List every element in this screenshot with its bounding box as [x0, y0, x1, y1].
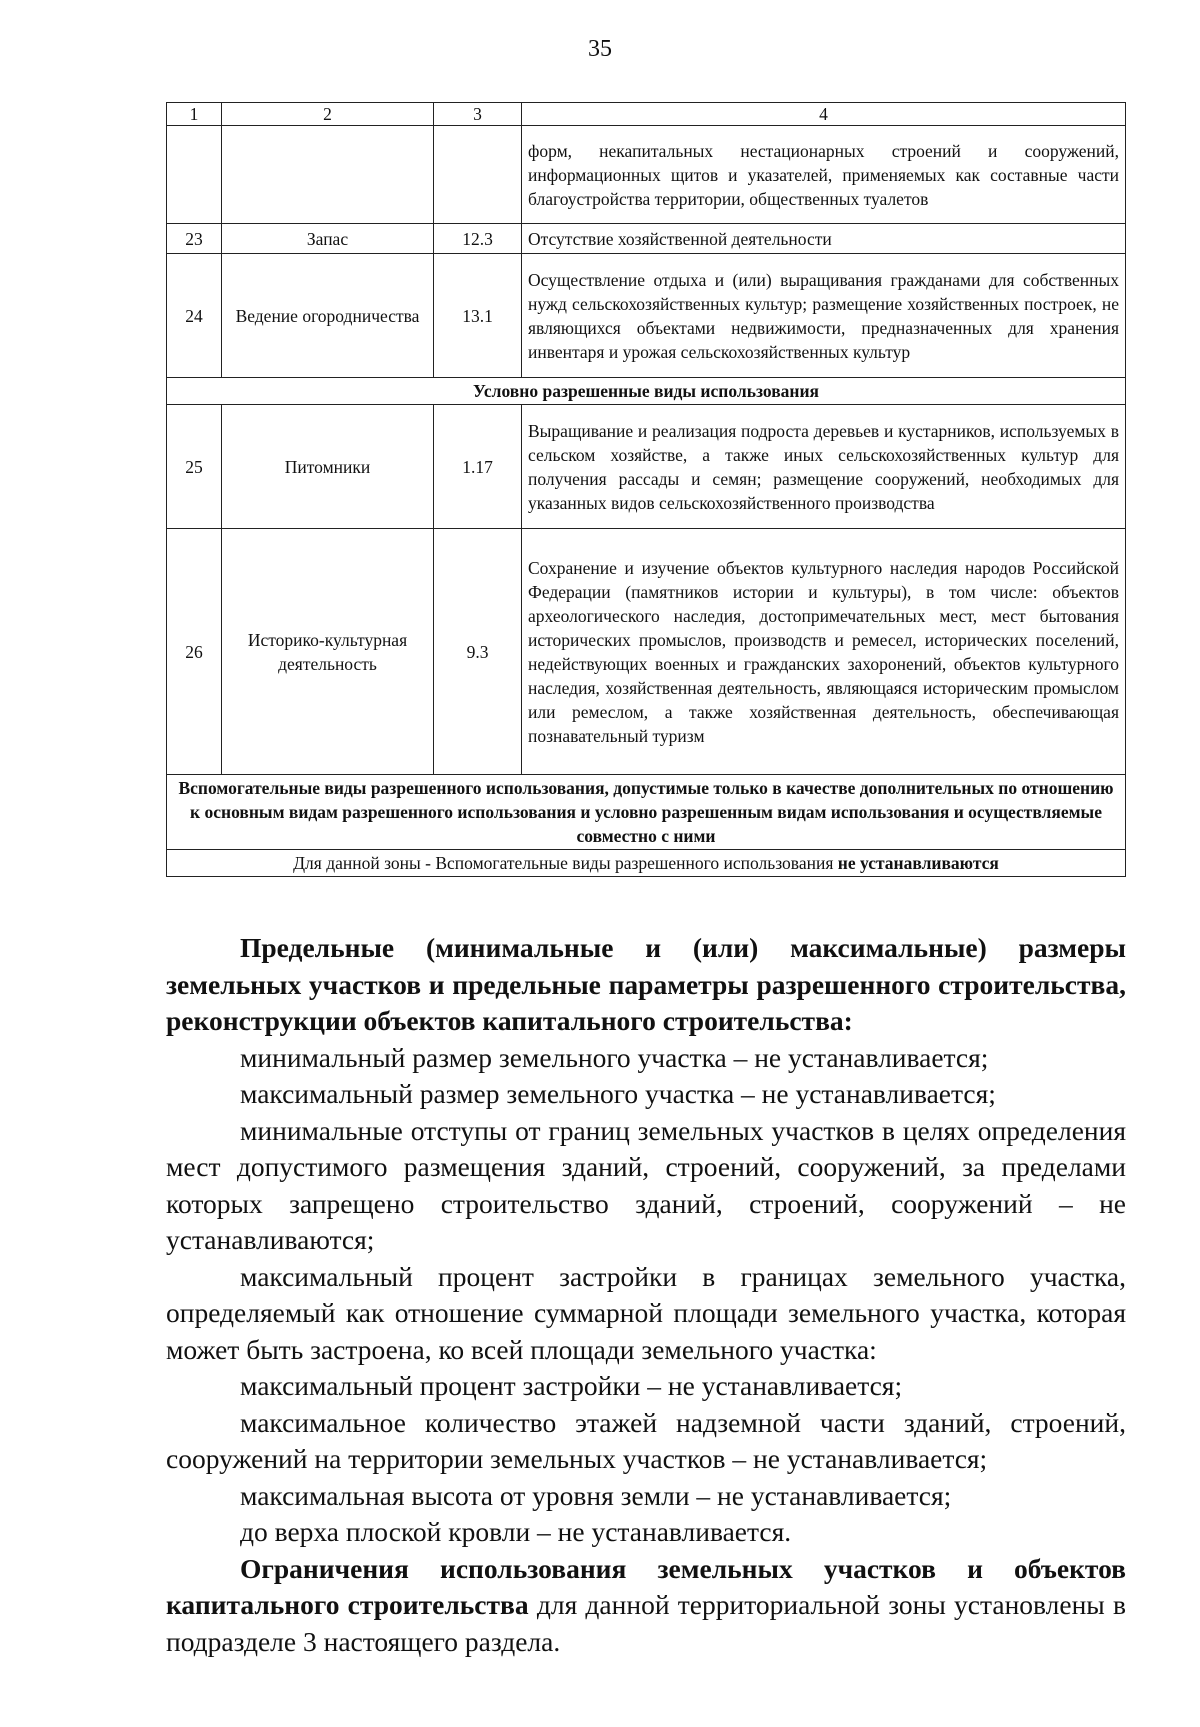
row-description: Сохранение и изучение объектов культурного наследия народов Российской Федерации (памятников истории и культуры), в том числе: объектов археологического наследия, достопримечательных мест, мест бытования исторических промыслов, производств и ремесел, исторических поселений, недействующих военных и гражданских захоронений, объектов культурного наследия, хозяйственная деятельность, являющаяся историческим промыслом или ремеслом, а также хозяйственная деятельность, обеспечивающая познавательный туризм	[522, 529, 1126, 775]
footer-note-bold: не устанавливаются	[837, 853, 999, 873]
row-description: Осуществление отдыха и (или) выращивания гражданами для собственных нужд сельскохозяйственных культур; размещение хозяйственных построек, не являющихся объектами недвижимости, предназначенных для хранения инвентаря и урожая сельскохозяйственных культур	[522, 254, 1126, 378]
row-name	[222, 126, 434, 224]
row-number: 23	[167, 224, 222, 254]
col-header-4: 4	[522, 103, 1126, 126]
section-header-auxiliary: Вспомогательные виды разрешенного использования, допустимые только в качестве дополнительных по отношению к основным видам разрешенного использования и условно разрешенным видам использования и осуществляемые совместно с ними	[167, 775, 1126, 850]
row-code: 13.1	[434, 254, 522, 378]
row-number: 25	[167, 405, 222, 529]
row-code: 12.3	[434, 224, 522, 254]
table-header-row	[167, 103, 1126, 126]
col-header-2: 2	[222, 103, 434, 126]
table-row	[167, 405, 1126, 529]
section-header-row	[167, 775, 1126, 850]
restrictions-bold: Ограничения использования земельных участков и объектов капитального строительства	[166, 1552, 1126, 1620]
restrictions-paragraph	[166, 1551, 1126, 1661]
row-name: Ведение огородничества	[222, 254, 434, 378]
param-min-plot-size: минимальный размер земельного участка – не устанавливается;	[240, 1041, 989, 1073]
footer-note-prefix: Для данной зоны - Вспомогательные виды разрешенного использования	[293, 853, 834, 873]
restrictions-rest: для данной территориальной зоны установлены в подразделе 3 настоящего раздела.	[166, 1589, 1126, 1657]
section-header-row	[167, 378, 1126, 405]
row-number	[167, 126, 222, 224]
table-footer-row	[167, 850, 1126, 877]
col-header-3: 3	[434, 103, 522, 126]
col-header-1: 1	[167, 103, 222, 126]
row-description: форм, некапитальных нестационарных строений и сооружений, информационных щитов и указателей, применяемых как составные части благоустройства территории, общественных туалетов	[522, 126, 1126, 224]
page-number: 35	[588, 36, 612, 62]
table-row	[167, 126, 1126, 224]
param-max-height: максимальная высота от уровня земли – не устанавливается;	[240, 1479, 952, 1511]
param-max-coverage: максимальный процент застройки – не устанавливается;	[240, 1370, 903, 1401]
footer-note	[167, 850, 1126, 877]
table-row	[167, 254, 1126, 378]
section-header-conditional: Условно разрешенные виды использования	[167, 378, 1126, 405]
row-name: Запас	[222, 224, 434, 254]
row-name: Историко-культурная деятельность	[222, 529, 434, 775]
row-description: Отсутствие хозяйственной деятельности	[522, 224, 1126, 254]
table-row	[167, 529, 1126, 775]
row-code	[434, 126, 522, 224]
row-description: Выращивание и реализация подроста деревьев и кустарников, используемых в сельском хозяйстве, а также иных сельскохозяйственных культур для получения рассады и семян; размещение сооружений, необходимых для указанных видов сельскохозяйственного производства	[522, 405, 1126, 529]
param-max-plot-size: максимальный размер земельного участка – не устанавливается;	[240, 1078, 996, 1109]
param-flat-roof: до верха плоской кровли – не устанавливается.	[240, 1516, 792, 1547]
table-row	[167, 224, 1126, 254]
row-number: 26	[167, 529, 222, 775]
row-name: Питомники	[222, 405, 434, 529]
land-use-table	[166, 102, 1126, 877]
zone-parameters-text	[166, 930, 1126, 1660]
param-min-setbacks: минимальные отступы от границ земельных участков в целях определения мест допустимого размещения зданий, строений, сооружений, за пределами которых запрещено строительство зданий, строений, сооружений – не устанавливаются;	[166, 1114, 1126, 1255]
parameters-heading: Предельные (минимальные и (или) максимальные) размеры земельных участков и предельные параметры разрешенного строительства, реконструкции объектов капитального строительства:	[166, 932, 1126, 1036]
param-max-coverage-definition: максимальный процент застройки в границах земельного участка, определяемый как отношение суммарной площади земельного участка, которая может быть застроена, ко всей площади земельного участка:	[166, 1260, 1126, 1365]
param-max-floors: максимальное количество этажей надземной части зданий, строений, сооружений на территории земельных участков – не устанавливается;	[166, 1406, 1126, 1474]
row-code: 1.17	[434, 405, 522, 529]
row-code: 9.3	[434, 529, 522, 775]
row-number: 24	[167, 254, 222, 378]
